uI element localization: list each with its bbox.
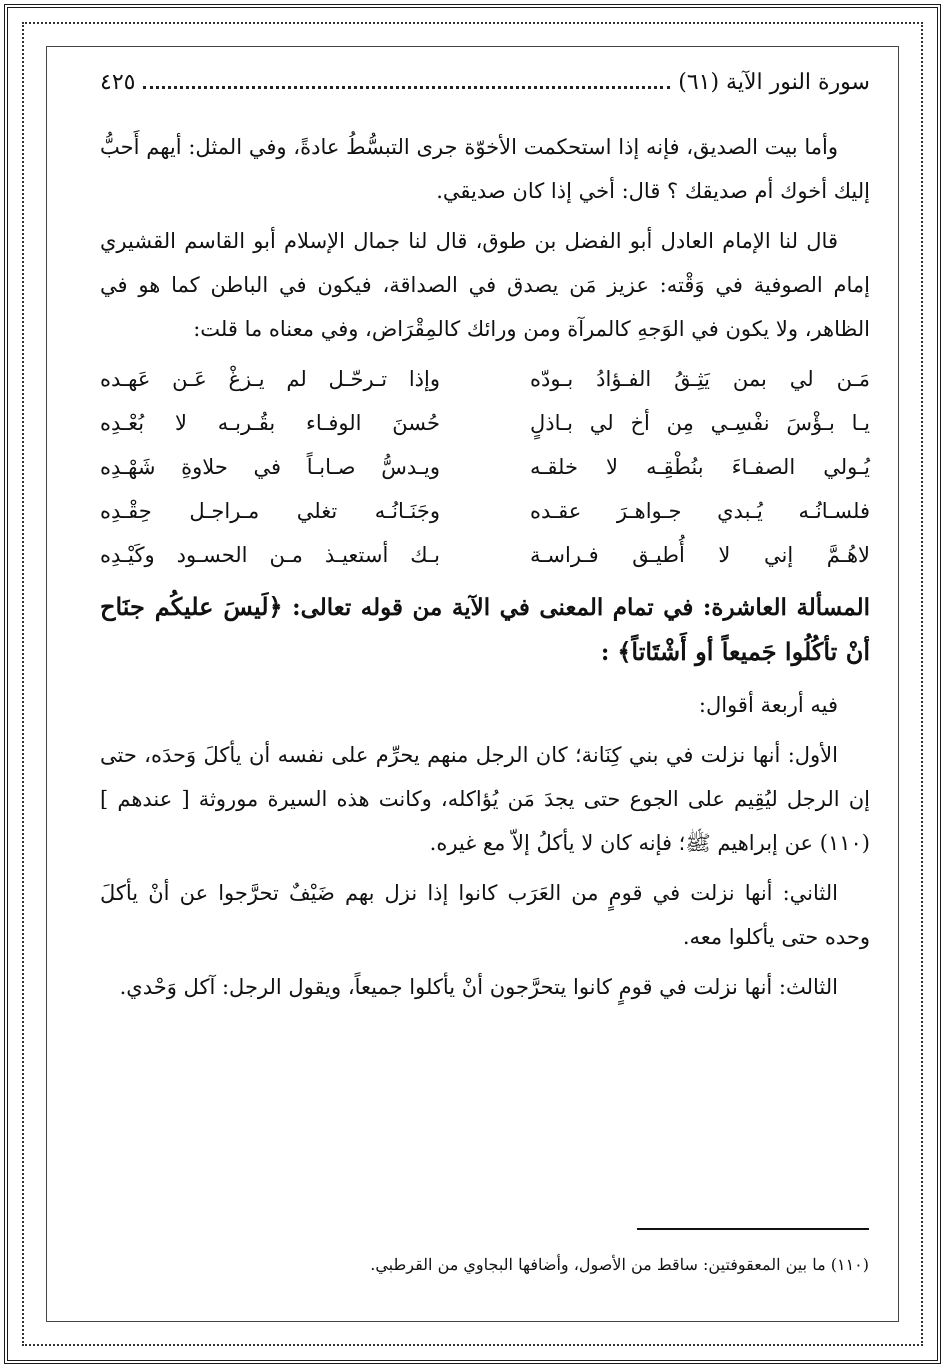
paragraph-friend-house: وأما بيت الصديق، فإنه إذا استحكمت الأخوّة جرى التبسُّطُ عادةً، وفي المثل: أيهم أَحبُّ إليك أخوك أم صديقك ؟ قال: أخي إذا كان صديقي. — [100, 135, 870, 203]
four-sayings-intro: فيه أربعة أقوال: — [698, 693, 838, 717]
poem-verse — [100, 489, 870, 533]
verse-first-hemistich: يـا بـؤْسَ نفْسِـي مِن أخ لي بـاذلٍ — [530, 411, 870, 435]
poem — [100, 357, 870, 577]
section-heading-intro: المسألة العاشرة: في تمام المعنى في الآية من قوله تعالى: — [292, 594, 871, 621]
saying-third: الثالث: أنها نزلت في قومٍ كانوا يتحرَّجون أنْ يأكلوا جميعاً، ويقول الرجل: آكل وَحْدي. — [119, 975, 838, 999]
page-body — [100, 70, 870, 1015]
section-heading — [100, 585, 870, 675]
poem-verse — [100, 533, 870, 577]
saying-first: الأول: أنها نزلت في بني كِنَانة؛ كان الرجل منهم يحرِّم على نفسه أن يأكلَ وَحدَه، حتى إن الرجل ليُقِيم على الجوع حتى يجدَ مَن يُؤاكله، وكانت هذه السيرة موروثة [ عندهم ] (١١٠) عن إبراهيم ﷺ؛ فإنه كان لا يأكلُ إلاّ مع غيره. — [100, 743, 870, 855]
verse-second-hemistich: وجَنَـانُـه تغلي مـراجـل حِقْـدِه — [100, 499, 440, 523]
verse-first-hemistich: يُـولي الصفـاءَ بنُطْقِـه لا خلقـه — [530, 455, 870, 479]
surah-title: سورة النور الآية (٦١) — [678, 70, 870, 95]
poem-verse — [100, 401, 870, 445]
verse-second-hemistich: حُسنَ الوفـاء بقُـربـه لا بُعْـدِه — [100, 411, 440, 435]
saying-second: الثاني: أنها نزلت في قومٍ من العَرَب كانوا إذا نزل بهم ضَيْفٌ تحرَّجوا عن أنْ يأكلَ وحده حتى يأكلوا معه. — [100, 881, 870, 949]
verse-second-hemistich: ويـدسُّ صـابـاً في حلاوةِ شَهْـدِه — [100, 455, 440, 479]
section-heading-colon: : — [600, 639, 610, 666]
verse-second-hemistich: بـك أستعيـذ مـن الحسـود وكَيْـدِه — [100, 543, 440, 567]
verse-first-hemistich: مَـن لي بمن يَثِـقُ الفـؤادُ بـودّه — [530, 367, 870, 391]
header-dot-leader — [143, 86, 670, 89]
verse-second-hemistich: وإذا تـرحّـل لم يـزغْ عَـن عَهـده — [100, 367, 440, 391]
verse-first-hemistich: فلسـانُـه يُـبدي جـواهـرَ عقـده — [530, 499, 870, 523]
verse-first-hemistich: لاهُـمَّ إني لا أُطيـق فـراسـة — [530, 543, 870, 567]
poem-verse — [100, 357, 870, 401]
page-number: ٤٢٥ — [100, 70, 136, 95]
paragraph-qushayri: قال لنا الإمام العادل أبو الفضل بن طوق، قال لنا جمال الإسلام أبو القاسم القشيري إمام الصوفية في وَقْته: عزيز مَن يصدق في الصداقة، فيكون في الباطن كما هو في الظاهر، ولا يكون في الوَجهِ كالمرآة ومن ورائك كالمِقْرَاض، وفي معناه ما قلت: — [100, 229, 870, 341]
footnote: (١١٠) ما بين المعقوفتين: ساقط من الأصول، وأضافها البجاوي من القرطبي. — [370, 1255, 869, 1274]
running-header — [100, 70, 870, 95]
poem-verse — [100, 445, 870, 489]
quran-verse: ﴿لَيسَ عليكُم جنَاح أنْ تأكُلُوا جَميعاً أو أَشْتَاتاً﴾ — [100, 592, 870, 666]
footnote-separator — [637, 1228, 869, 1230]
